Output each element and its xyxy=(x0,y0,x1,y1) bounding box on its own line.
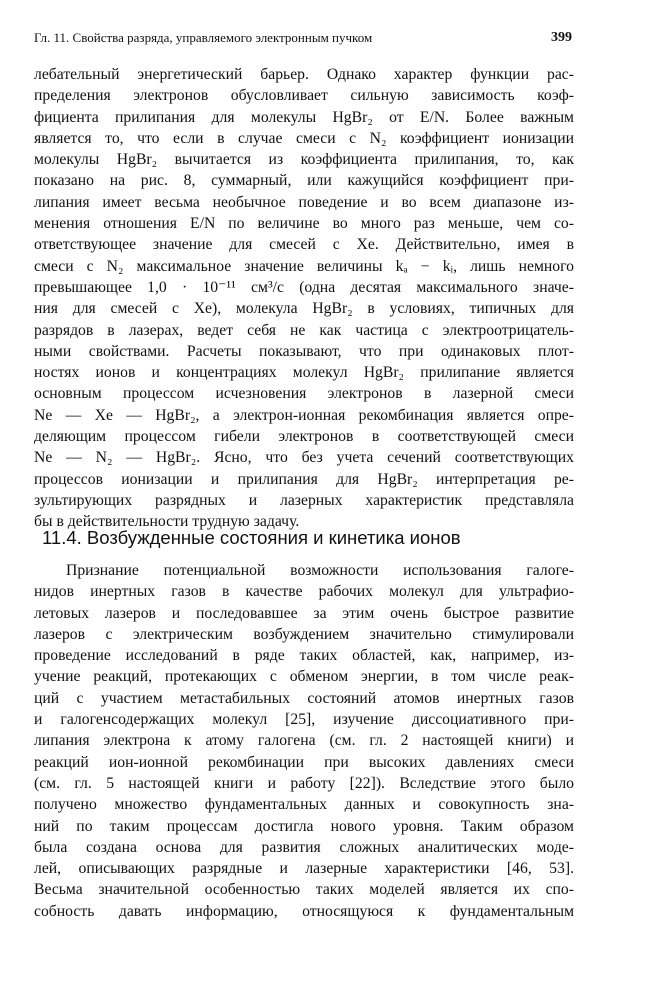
text-line: учение реакций, протекающих с обменом энергии, в том числе реак- xyxy=(34,668,574,686)
text-line: лебательный энергетический барьер. Однако характер функции рас- xyxy=(34,66,574,83)
text-line: Весьма значительной особенностью таких моделей является их спо- xyxy=(34,881,574,899)
text-line: ными свойствами. Расчеты показывают, что при одинаковых плот- xyxy=(34,342,574,360)
text-line: реакций ион-ионной рекомбинации при высоких давлениях смеси xyxy=(34,753,574,771)
text-line: собность давать информацию, относящуюся к фундаментальным xyxy=(34,902,574,920)
text-line: ний по таким процессам достигла нового уровня. Таким образом xyxy=(34,817,574,835)
text-line: Признание потенциальной возможности использования галоге- xyxy=(66,562,574,579)
text-line: деляющим процессом гибели электронов в соответствующей смеси xyxy=(34,428,574,446)
text-line: основным процессом исчезновения электронов в лазерной смеси xyxy=(34,385,574,403)
text-line: (см. гл. 5 настоящей книги и работу [22]). Вследствие этого было xyxy=(34,774,574,792)
text-line: проведение исследований в ряде таких областей, как, например, из- xyxy=(34,647,574,665)
text-line: лазеров с электрическим возбуждением значительно стимулировали xyxy=(34,625,574,643)
text-line: ций с участием метастабильных состояний атомов инертных газов xyxy=(34,689,574,707)
text-line: лей, описывающих разрядные и лазерные характеристики [46, 53]. xyxy=(34,860,574,878)
text-line: смеси с N₂ максимальное значение величины kₐ − kᵢ, лишь немного xyxy=(34,257,574,275)
paragraph-section-body xyxy=(34,560,574,922)
text-line: разрядов в лазерах, ведет себя не как частица с электроотрицатель- xyxy=(34,321,574,339)
text-line: нидов инертных газов в качестве рабочих молекул для ультрафио- xyxy=(34,583,574,601)
text-line: Ne — N₂ — HgBr₂. Ясно, что без учета сечений соответствующих xyxy=(34,449,574,467)
text-line: получено множество фундаментальных данных и совокупность зна- xyxy=(34,796,574,814)
text-line: липания электрона к атому галогена (см. гл. 2 настоящей книги) и xyxy=(34,732,574,750)
paragraph-continued xyxy=(34,64,574,533)
text-line: процессов ионизации и прилипания для HgBr₂ интерпретация ре- xyxy=(34,470,574,488)
text-line: является то, что если в случае смеси с N₂ коэффициент ионизации xyxy=(34,129,574,147)
text-line: бы в действительности трудную задачу. xyxy=(34,513,300,531)
text-line: ния для смесей с Xe), молекула HgBr₂ в условиях, типичных для xyxy=(34,300,574,318)
chapter-title: Гл. 11. Свойства разряда, управляемого электронным пучком xyxy=(34,30,373,45)
page-number: 399 xyxy=(551,30,572,45)
text-line: липания имеет весьма необычное поведение и во всем диапазоне из- xyxy=(34,193,574,211)
text-line: была создана основа для развития сложных аналитических моде- xyxy=(34,838,574,856)
text-line: ностях ионов и концентрациях молекул HgBr₂ прилипание является xyxy=(34,364,574,382)
text-line: показано на рис. 8, суммарный, или кажущийся коэффициент при- xyxy=(34,172,574,190)
text-line: зультирующих разрядных и лазерных характеристик представляла xyxy=(34,491,574,509)
text-line: летовых лазеров и последовавшее за этим очень быстрое развитие xyxy=(34,604,574,622)
text-line: молекулы HgBr₂ вычитается из коэффициента прилипания, то, как xyxy=(34,151,574,169)
text-line: Ne — Xe — HgBr₂, а электрон-ионная рекомбинация является опре- xyxy=(34,406,574,424)
text-line: ответствующее значение для смесей с Xe. Действительно, имея в xyxy=(34,236,574,254)
text-line: фициента прилипания для молекулы HgBr₂ от E/N. Более важным xyxy=(34,108,574,126)
text-line: менения отношения E/N по величине во много раз меньше, чем со- xyxy=(34,215,574,233)
text-line: превышающее 1,0 · 10⁻¹¹ см³/с (одна десятая максимального значе- xyxy=(34,278,574,296)
text-line: пределения электронов обусловливает сильную зависимость коэф- xyxy=(34,87,574,105)
section-heading: 11.4. Возбужденные состояния и кинетика ионов xyxy=(42,527,461,548)
text-line: и галогенсодержащих молекул [25], изучение диссоциативного при- xyxy=(34,711,574,729)
